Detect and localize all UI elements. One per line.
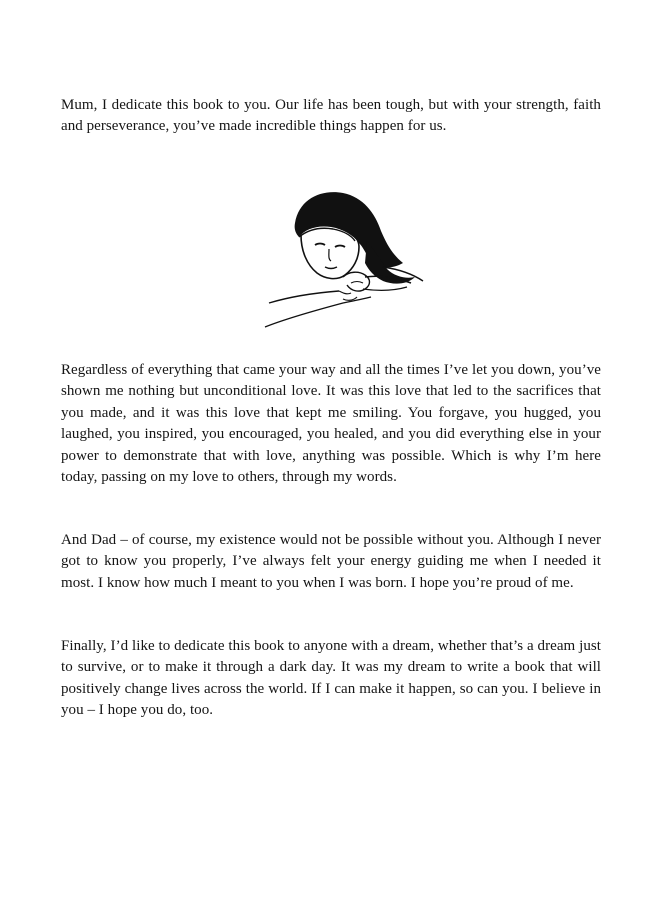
resting-girl-illustration [255, 185, 430, 335]
dedication-paragraph-dreamers: Finally, I’d like to dedicate this book to anyone with a dream, whether that’s a dream just to survive, or to make it through a dark day. It was my dream to write a book that will positively change lives across the world. If I can make it happen, so can you. I believe in you – I hope you do, too. [61, 638, 601, 719]
dedication-paragraph-mum: Mum, I dedicate this book to you. Our life has been tough, but with your strength, faith and perseverance, you’ve made incredible things happen for us. [61, 97, 601, 135]
dedication-paragraph-dad: And Dad – of course, my existence would not be possible without you. Although I never got to know you properly, I’ve always felt your energy guiding me when I needed it most. I know how much I meant to you when I was born. I hope you’re proud of me. [61, 532, 601, 591]
dedication-paragraph-love: Regardless of everything that came your way and all the times I’ve let you down, you’ve shown me nothing but unconditional love. It was this love that led to the sacrifices that you made, and it was this love that kept me smiling. You forgave, you hugged, you laughed, you inspired, you encouraged, you healed, and you did everything else in your power to demonstrate that with love, anything was possible. Which is why I’m here today, passing on my love to others, through my words. [61, 362, 601, 486]
